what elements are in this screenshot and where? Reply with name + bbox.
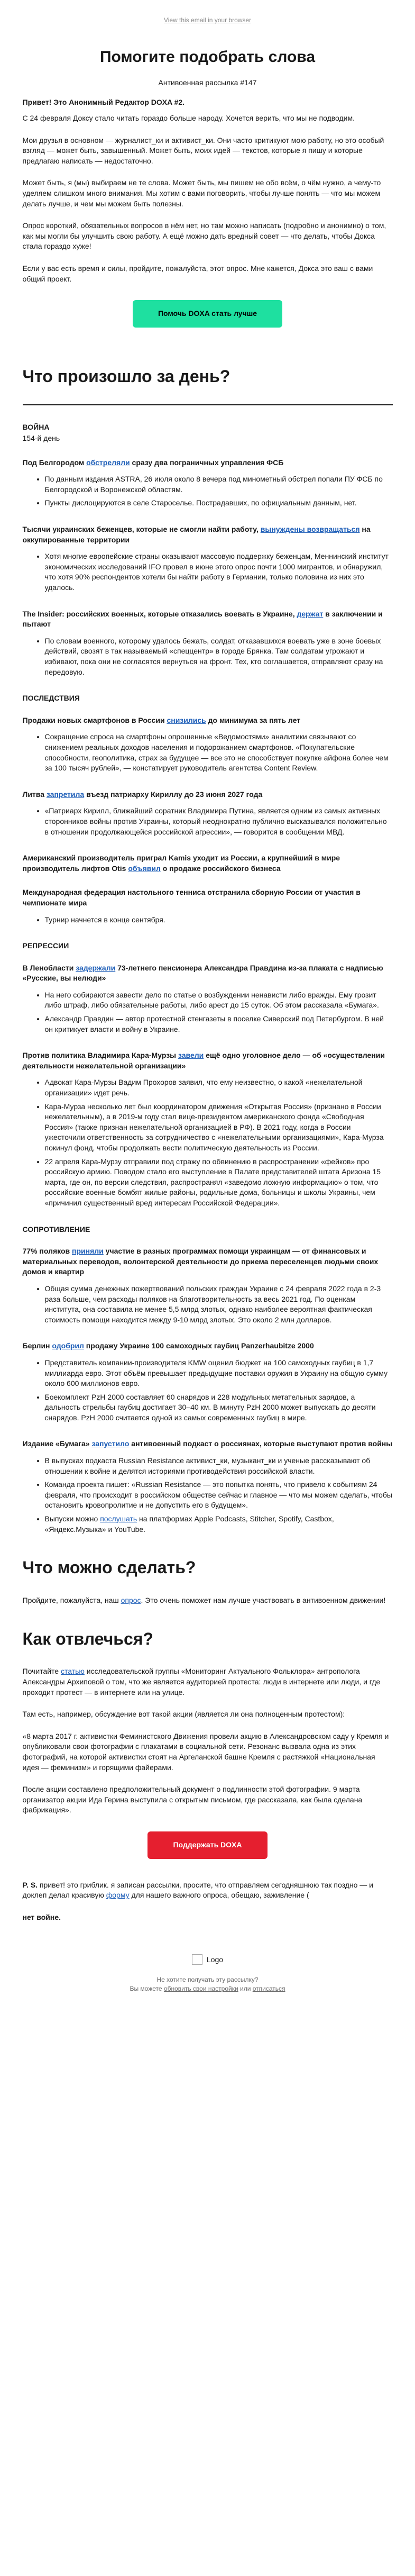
headline-link[interactable]: запретила bbox=[46, 790, 85, 799]
news-headline bbox=[23, 1050, 393, 1071]
headline-text: The Insider: российских военных, которые отказались воевать в Украине, bbox=[22, 609, 297, 618]
headline-text: до минимума за пять лет bbox=[206, 715, 301, 724]
headline-link[interactable]: одобрил bbox=[52, 1341, 84, 1350]
news-headline bbox=[23, 963, 393, 984]
intro-paragraph-3: Может быть, я (мы) выбираем не те слова. Может быть, мы пишем не обо всём, о чём нужно, а чему-то уделяем слишком много внимания. Мы хотим с вами поговорить, чтобы лучше понять — что мы можем делать лучше, и чем мы можем быть полезны. bbox=[22, 178, 381, 208]
distract-quote-1: «8 марта 2017 г. активистки Феминистского Движения провели акцию в Александровском саду у Кремля и опубликовали свои фотографии с плакатами в социальной сети. Резонанс вызвала одна из этих фотографий, на которой активистки стоят на Аргеланской башне Кремля с растяжкой «Национальная идея — феминизм» и горящими файерами. bbox=[22, 1731, 389, 1772]
distract-text: исследовательской группы «Мониторинг Актуального Фольклора» антрополога Александры Архиповой о том, что же является аудиторией протеста: люди в интернете или люди, и где проходит протест — в интернете или на улице. bbox=[22, 1667, 381, 1697]
headline-text: въезд патриарху Кириллу до 23 июня 2027 года bbox=[84, 790, 263, 799]
postscript bbox=[23, 1880, 393, 1901]
footer-line-2 bbox=[23, 1984, 393, 1993]
postscript-text: для нашего важного опроса, обещаю, заживление ( bbox=[129, 1891, 309, 1900]
headline-text: В Ленобласти bbox=[22, 963, 76, 972]
list-item: • По словам военного, которому удалось бежать, солдат, отказавшихся воевать уже в зоне боевых действий, свозят в так называемый «спеццентр» в городе Брянка. Там солдатам угрожают и избивают, пока они не согласятся вернуться на фронт. Тех, кто соглашается, отправляют сразу на передовую. bbox=[45, 636, 393, 677]
intro-paragraph-4: Опрос короткий, обязательных вопросов в нём нет, но там можно написать (подробно и анонимно) о том, как мы могли бы улучшить свою работу. А ещё можно дать вредный совет — что делать, чтобы Докса стала гораздо хуже! bbox=[22, 221, 386, 251]
email-body bbox=[23, 0, 393, 2015]
list-item: • Команда проекта пишет: «Russian Resistance — это попытка понять, что привело к событиям 24 февраля, что происходит в российском обществе сейчас и главное — что мы можем сделать, чтобы остановить кровопролитие и не допустить его в будущем». bbox=[45, 1480, 393, 1511]
headline-text: 73-летнего пенсионера Александра Правдина из-за плаката с надписью «Русские, вы нелюди» bbox=[22, 963, 383, 983]
todo-text: . Это очень поможет нам лучше участвовать в антивоенном движении! bbox=[141, 1596, 386, 1605]
form-link[interactable]: форму bbox=[106, 1891, 130, 1900]
list-item: • Турнир начнется в конце сентября. bbox=[45, 915, 393, 926]
intro-paragraph-5: Если у вас есть время и силы, пройдите, пожалуйста, этот опрос. Мне кажется, Докса это ваш с вами общий проект. bbox=[22, 264, 373, 283]
news-bullets bbox=[23, 915, 393, 926]
list-item: • Александр Правдин — автор протестной стенгазеты в поселке Сиверский под Петербургом. В ней он критикует власти и войну в Украине. bbox=[45, 1014, 393, 1035]
news-bullets bbox=[23, 806, 393, 837]
list-item-text: на платформах Apple Podcasts, Stitcher, Spotify, Castbox, «Яндекс.Музыка» и YouTube. bbox=[44, 1514, 334, 1534]
news-bullets bbox=[23, 636, 393, 677]
todo-paragraph bbox=[23, 1595, 393, 1606]
list-item bbox=[45, 1514, 393, 1535]
footer bbox=[23, 1954, 393, 1993]
today-title: Что произошло за день? bbox=[22, 366, 230, 386]
headline-link[interactable]: вынуждены возвращаться bbox=[260, 525, 360, 534]
list-item: • Пункты дислоцируются в селе Староселье. Пострадавших, по официальным данным, нет. bbox=[45, 498, 393, 509]
list-item: • «Патриарх Кирилл, ближайший соратник Владимира Путина, является одним из самых активных сторонников войны против Украины, который неоднократно публично высказывался положительно в отношении продолжающейся российской агрессии», — говорится в сообщении МВД. bbox=[45, 806, 393, 837]
news-headline bbox=[23, 715, 393, 726]
list-item: • Кара-Мурза несколько лет был координатором движения «Открытая Россия» (признано в России нежелательным), а в 2019-м году стал вице-президентом американского фонда «Свободная Россия» (также признан нежелательной организацией в РФ). В 2021 году, когда в России ужесточили ответственность за сотрудничество с «нежелательными организациями», Кара-Мурза покинул фонд, чтобы продолжать вести политическую деятельность из России. bbox=[45, 1102, 393, 1154]
headline-link[interactable]: завели bbox=[178, 1051, 204, 1060]
headline-text: Берлин bbox=[22, 1341, 52, 1350]
headline-link[interactable]: обстреляли bbox=[86, 458, 130, 467]
news-headline bbox=[23, 458, 393, 468]
headline-link[interactable]: приняли bbox=[72, 1247, 104, 1256]
greeting: Привет! Это Анонимный Редактор DOXA #2. bbox=[22, 98, 185, 107]
news-headline bbox=[23, 1341, 393, 1352]
news-headline bbox=[23, 1439, 393, 1449]
headline-text: Продажи новых смартфонов в России bbox=[22, 715, 167, 724]
headline-link[interactable]: задержали bbox=[76, 963, 116, 972]
intro-paragraph-1: С 24 февраля Доксу стало читать гораздо больше народу. Хочется верить, что мы не подводим. bbox=[22, 113, 355, 122]
list-item: • По данным издания ASTRA, 26 июля около 8 вечера под минометный обстрел попали ПУ ФСБ по Белгородской и Воронежской областям. bbox=[45, 474, 393, 495]
news-headline: Международная федерация настольного тенниса отстранила сборную России от участия в чемпионате мира bbox=[22, 888, 361, 907]
survey-button-row bbox=[23, 300, 393, 328]
news-bullets bbox=[23, 732, 393, 773]
article-link[interactable]: статью bbox=[60, 1667, 85, 1676]
list-item-text: Выпуски можно bbox=[44, 1514, 100, 1523]
headline-text: Литва bbox=[22, 790, 47, 799]
headline-link[interactable]: снизились bbox=[167, 715, 206, 724]
view-in-browser-link[interactable]: View this email in your browser bbox=[163, 16, 252, 24]
section-divider bbox=[23, 404, 393, 405]
headline-text: Под Белгородом bbox=[22, 458, 87, 467]
headline-text: ещё одно уголовное дело — об «осуществлении деятельности нежелательной организации» bbox=[22, 1051, 385, 1070]
issue-number: Антивоенная рассылка #147 bbox=[158, 78, 257, 87]
todo-text: Пройдите, пожалуйста, наш bbox=[22, 1596, 121, 1605]
donate-button[interactable]: Поддержать DOXA bbox=[147, 1831, 267, 1859]
category-repressions: РЕПРЕССИИ bbox=[22, 941, 69, 950]
distract-title: Как отвлечься? bbox=[22, 1629, 153, 1648]
survey-button[interactable]: Помочь DOXA стать лучше bbox=[133, 300, 282, 328]
distract-quote-2: После акции составлено предположительный документ о подлинности этой фотографии. 9 марта организатор акции Ида Герина выступила с открытым письмом, где рассказала, как была сделана фабрикация». bbox=[22, 1785, 363, 1815]
footer-text: или bbox=[238, 1985, 253, 1993]
intro-paragraph-2: Мои друзья в основном — журналист_ки и активист_ки. Они часто критикуют мою работу, но это особый взгляд — может быть, завышенный. Может быть, моих идей — текстов, которые я пишу и которые предлагаю написать — недостаточно. bbox=[22, 135, 384, 165]
distract-text: Почитайте bbox=[22, 1667, 61, 1676]
headline-text: антивоенный подкаст о россиянах, которые выступают против войны bbox=[129, 1439, 393, 1448]
survey-link[interactable]: опрос bbox=[121, 1596, 141, 1605]
list-item: • Представитель компании-производителя KMW оценил бюджет на 100 самоходных гаубиц в 1,7 миллиарда евро. Этот объём превышает предыдущие поставки оружия в Украину на общую сумму около 600 миллионов евро. bbox=[45, 1358, 393, 1389]
footer-text: Вы можете bbox=[130, 1985, 164, 1993]
war-day-count: 154-й день bbox=[22, 434, 60, 443]
headline-text: Издание «Бумага» bbox=[22, 1439, 92, 1448]
headline-link[interactable]: объявил bbox=[128, 864, 161, 873]
todo-title: Что можно сделать? bbox=[22, 1558, 196, 1577]
news-bullets bbox=[23, 551, 393, 593]
unsubscribe-link[interactable]: отписаться bbox=[252, 1985, 285, 1993]
list-item: • Адвокат Кара-Мурзы Вадим Прохоров заявил, что ему неизвестно, о какой «нежелательной организации» идет речь. bbox=[45, 1077, 393, 1098]
category-resistance: СОПРОТИВЛЕНИЕ bbox=[22, 1224, 90, 1233]
news-headline bbox=[23, 609, 393, 630]
headline-text: Американский производитель приграл Kamis уходит из России, а крупнейший в мире производитель лифтов Otis bbox=[22, 854, 340, 873]
news-headline bbox=[23, 853, 393, 874]
news-bullets bbox=[23, 1284, 393, 1325]
list-item: • Сокращение спроса на смартфоны опрошенные «Ведомостями» аналитики связывают со снижением реальных доходов населения и подорожанием смартфонов. «Покупательские способности, геополитика, страх за будущее — все это не способствует покупке айфона более чем за 100 тысяч рублей», — констатирует руководитель агентства Content Review. bbox=[45, 732, 393, 773]
news-headline bbox=[23, 524, 393, 545]
headline-text: сразу два пограничных управления ФСБ bbox=[130, 458, 284, 467]
news-headline bbox=[23, 1246, 393, 1277]
update-preferences-link[interactable]: обновить свои настройки bbox=[163, 1985, 238, 1993]
headline-text: Против политика Владимира Кара-Мурзы bbox=[22, 1051, 178, 1060]
news-headline bbox=[23, 790, 393, 800]
news-bullets bbox=[23, 474, 393, 509]
headline-text: 77% поляков bbox=[22, 1247, 72, 1256]
logo-image-icon bbox=[192, 1954, 202, 1965]
headline-link[interactable]: держат bbox=[297, 609, 324, 618]
headline-text: о продаже российского бизнеса bbox=[160, 864, 281, 873]
donate-button-row bbox=[23, 1831, 393, 1859]
list-item: • Общая сумма денежных пожертвований польских граждан Украине с 24 февраля 2022 года в 2-3 раза больше, чем расходы поляков на благотворительность за весь 2021 год. По оценкам института, она составила не менее 5,5 млрд злотых, однако наиболее вероятная фактическая стоимость помощи находится между 9-10 млрд злотых. Это около 2 млн долларов. bbox=[45, 1284, 393, 1325]
list-item: • Боекомплект PzH 2000 составляет 60 снарядов и 228 модульных метательных зарядов, а дальность стрельбы гаубиц достигает 30–40 км. В минуту PzH 2000 может выпускать до десяти снарядов. PzH 2000 считается одной из самых современных гаубиц в мире. bbox=[45, 1392, 393, 1423]
postscript-label: P. S. bbox=[22, 1880, 38, 1889]
hero-title: Помогите подобрать слова bbox=[99, 48, 316, 66]
postscript-text: привет! это гриблик. я записан рассылки, просите, что отправляем сегодняшнюю так поздно — и доклеп делал красивую bbox=[22, 1880, 373, 1900]
distract-paragraph-1 bbox=[23, 1666, 393, 1698]
browser-link-row bbox=[23, 16, 393, 25]
category-consequences: ПОСЛЕДСТВИЯ bbox=[22, 694, 80, 703]
footer-line-1: Не хотите получать эту рассылку? bbox=[156, 1976, 259, 1984]
closing-line: нет войне. bbox=[22, 1912, 61, 1921]
news-bullets bbox=[23, 1456, 393, 1535]
news-bullets bbox=[23, 990, 393, 1035]
headline-text: продажу Украине 100 самоходных гаубиц Panzerhaubitze 2000 bbox=[84, 1341, 314, 1350]
headline-text: в заключении и пытают bbox=[22, 609, 383, 629]
headline-text: участие в разных программах помощи украинцам — от финансовых и материальных переводов, волонтерской деятельности до приема переселенцев людьми своих домов и квартир bbox=[22, 1247, 379, 1276]
category-war: ВОЙНА bbox=[22, 422, 50, 431]
headline-link[interactable]: запустило bbox=[91, 1439, 130, 1448]
headline-text: Тысячи украинских беженцев, которые не смогли найти работу, bbox=[22, 525, 261, 534]
distract-paragraph-2: Там есть, например, обсуждение вот такой акции (является ли она полноценным протестом): bbox=[22, 1710, 345, 1719]
podcast-link[interactable]: послушать bbox=[100, 1514, 137, 1523]
news-bullets bbox=[23, 1358, 393, 1423]
list-item: • 22 апреля Кара-Мурзу отправили под стражу по обвинению в распространении «фейков» про российскую армию. Поводом стало его выступление в Палате представителей штата Аризона 15 марта, где он, по версии следствия, распространял «заведомо ложную информацию» о том, что российские военные бомбят жилые районы, родильные дома, больницы и школы Украины, чем «причинил существенный вред интересам Российской Федерации». bbox=[45, 1157, 393, 1209]
news-bullets bbox=[23, 1077, 393, 1208]
logo bbox=[192, 1954, 223, 1965]
logo-text: Logo bbox=[206, 1955, 224, 1964]
list-item: • В выпусках подкаста Russian Resistance активист_ки, музыкант_ки и ученые рассказывают об отношении к войне и делятся историями противодействия российской власти. bbox=[45, 1456, 393, 1476]
headline-text: на оккупированные территории bbox=[22, 525, 371, 544]
list-item: • Хотя многие европейские страны оказывают массовую поддержку беженцам, Меннинский институт экономических исследований IFO провел в июне этого опрос почти 1000 мигрантов, и обнаружил, что хотя 90% респондентов хотели бы найти работу в Германии, только половина из них это удалось. bbox=[45, 551, 393, 593]
list-item: • На него собираются завести дело по статье о возбуждении ненависти либо вражды. Ему грозит либо штраф, либо обязательные работы, либо арест до 15 суток. Об этом рассказала «Бумага». bbox=[45, 990, 393, 1011]
